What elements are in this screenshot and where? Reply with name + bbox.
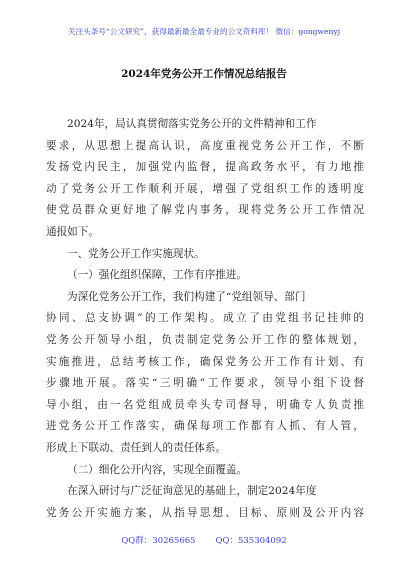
- paragraph-line: 进党务公开工作落实，确保每项工作都有人抓、有人管，: [46, 420, 364, 433]
- header-banner: 关注头条号“公文研究”，获得最新最全最专业的公文资料库！ 微信：gongwenyj: [67, 27, 341, 36]
- paragraph-line: 通报如下。: [46, 225, 99, 238]
- paragraph-line: 步骤地开展。落实“三明确”工作要求，领导小组下设督: [46, 377, 364, 390]
- qq-number: QQ：535304092: [215, 536, 287, 546]
- paragraph-line: 发扬党内民主，加强党内监督，提高政务水平，有力地推: [46, 161, 364, 174]
- paragraph-line: 形成上下联动、责任到人的责任体系。: [46, 441, 227, 454]
- paragraph-line: 导小组，由一名党组成员牵头专司督导，明确专人负责推: [46, 398, 364, 411]
- document-title: 2024年党务公开工作情况总结报告: [121, 68, 287, 80]
- paragraph-line: 要求，从思想上提高认识，高度重视党务公开工作，不断: [46, 139, 364, 152]
- paragraph-line: 党务公开领导小组，负责制定党务公开工作的整体规划，: [46, 333, 364, 346]
- paragraph-line: 使党员群众更好地了解党内事务，现将党务公开工作情况: [46, 204, 364, 217]
- subsection-heading: （一）强化组织保障，工作有序推进。: [67, 269, 248, 282]
- paragraph-line: 为深化党务公开工作，我们构建了“党组领导、部门: [67, 290, 306, 303]
- paragraph-line: 实施推进，总结考核工作，确保党务公开工作有计划、有: [46, 355, 364, 368]
- paragraph-line: 在深入研讨与广泛征询意见的基础上，制定2024年度: [67, 485, 317, 498]
- paragraph-line: 党务公开实施方案，从指导思想、目标、原则及公开内容: [46, 506, 364, 519]
- footer-contact: [0, 534, 408, 546]
- paragraph-line: 2024年，局认真贯彻落实党务公开的文件精神和工作: [67, 118, 317, 130]
- document-body: [46, 114, 364, 524]
- qq-group-number: QQ群：30265665: [121, 536, 196, 546]
- paragraph-line: 协同、总支协调”的工作架构。成立了由党组书记挂帅的: [46, 312, 364, 325]
- section-heading: 一、党务公开工作实施现状。: [67, 247, 205, 260]
- subsection-heading: （二）细化公开内容，实现全面覆盖。: [67, 463, 248, 476]
- paragraph-line: 动了党务公开工作顺利开展，增强了党组织工作的透明度: [46, 182, 364, 195]
